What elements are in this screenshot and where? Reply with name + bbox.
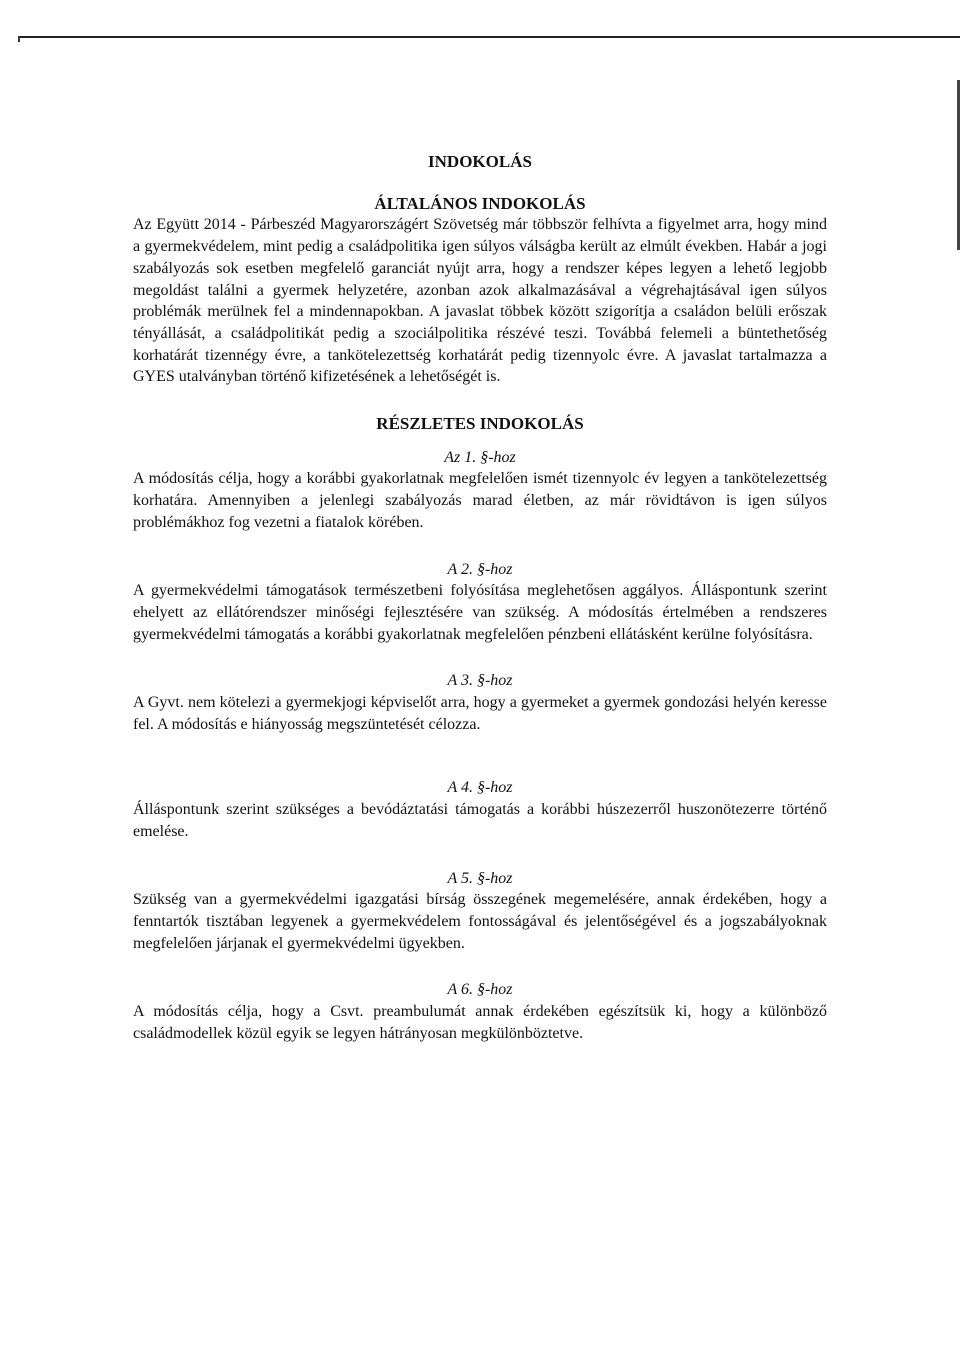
section-6 (133, 979, 827, 1044)
section-4 (133, 777, 827, 842)
section-heading: A 2. §-hoz (447, 560, 513, 578)
section-heading: A 3. §-hoz (447, 672, 513, 690)
scan-border-left-mark (18, 36, 20, 42)
section-heading: Az 1. §-hoz (444, 448, 516, 466)
detailed-justification-heading: RÉSZLETES INDOKOLÁS (376, 414, 584, 434)
section-text: Álláspontunk szerint szükséges a bevódáztatási támogatás a korábbi húszezerről huszonötezerre történő emelése. (133, 801, 827, 840)
section-heading: A 4. §-hoz (447, 779, 513, 797)
document-page (133, 148, 827, 1045)
section-text: A módosítás célja, hogy a Csvt. preambulumát annak érdekében egészítsük ki, hogy a különböző családmodellek közül egyik se legyen hátrányosan megkülönböztetve. (133, 1003, 827, 1042)
section-text: A módosítás célja, hogy a korábbi gyakorlatnak megfelelően ismét tizennyolc év legyen a tankötelezettség korhatára. Amennyiben a jelenlegi szabályozás marad életben, az már rövidtávon is igen súlyos problémákhoz fog vezetni a fiatalok körében. (133, 470, 827, 531)
section-text: A gyermekvédelmi támogatások természetbeni folyósítása meglehetősen aggályos. Álláspontunk szerint ehelyett az ellátórendszer minőségi fejlesztésére van szükség. A módosítás értelmében a rendszeres gyermekvédelmi támogatás a korábbi gyakorlatnak megfelelően pénzbeni ellátásként kerülne folyósításra. (133, 582, 827, 643)
section-text: A Gyvt. nem kötelezi a gyermekjogi képviselőt arra, hogy a gyermeket a gyermek gondozási helyén keresse fel. A módosítás e hiányosság megszüntetését célozza. (133, 694, 827, 733)
section-text: Szükség van a gyermekvédelmi igazgatási bírság összegének megemelésére, annak érdekében, hogy a fenntartók tisztában legyenek a gyermekvédelem fontosságával és jelentőségével és a jogszabályoknak megfelelően járjanak el gyermekvédelmi ügyekben. (133, 891, 827, 952)
general-justification-paragraph: Az Együtt 2014 - Párbeszéd Magyarországért Szövetség már többször felhívta a figyelmet arra, hogy mind a gyermekvédelem, mint pedig a családpolitika igen súlyos válságba került az elmúlt években. Habár a jogi szabályozás sok esetben megfelelő garanciát nyújt arra, hogy a rendszer képes legyen a lehető legjobb megoldást találni a gyermek helyzetére, azonban azok alkalmazásával a végrehajtásával igen súlyos problémák merülnek fel a mindennapokban. A javaslat többek között szigorítja a családon belüli erőszak tényállását, a családpolitikát pedig a szociálpolitika részévé teszi. Továbbá felemeli a büntethetőség korhatárát tizennégy évre, a tankötelezettség korhatárát pedig tizennyolc évre. A javaslat tartalmazza a GYES utalványban történő kifizetésének a lehetőségét is. (133, 216, 827, 386)
section-heading: A 6. §-hoz (447, 981, 513, 999)
section-2 (133, 559, 827, 646)
scan-border-top (18, 36, 960, 38)
general-justification-heading: ÁLTALÁNOS INDOKOLÁS (374, 193, 586, 213)
section-3 (133, 670, 827, 735)
document-title: INDOKOLÁS (428, 152, 532, 171)
section-5 (133, 868, 827, 955)
section-1 (133, 447, 827, 534)
section-heading: A 5. §-hoz (447, 869, 513, 887)
